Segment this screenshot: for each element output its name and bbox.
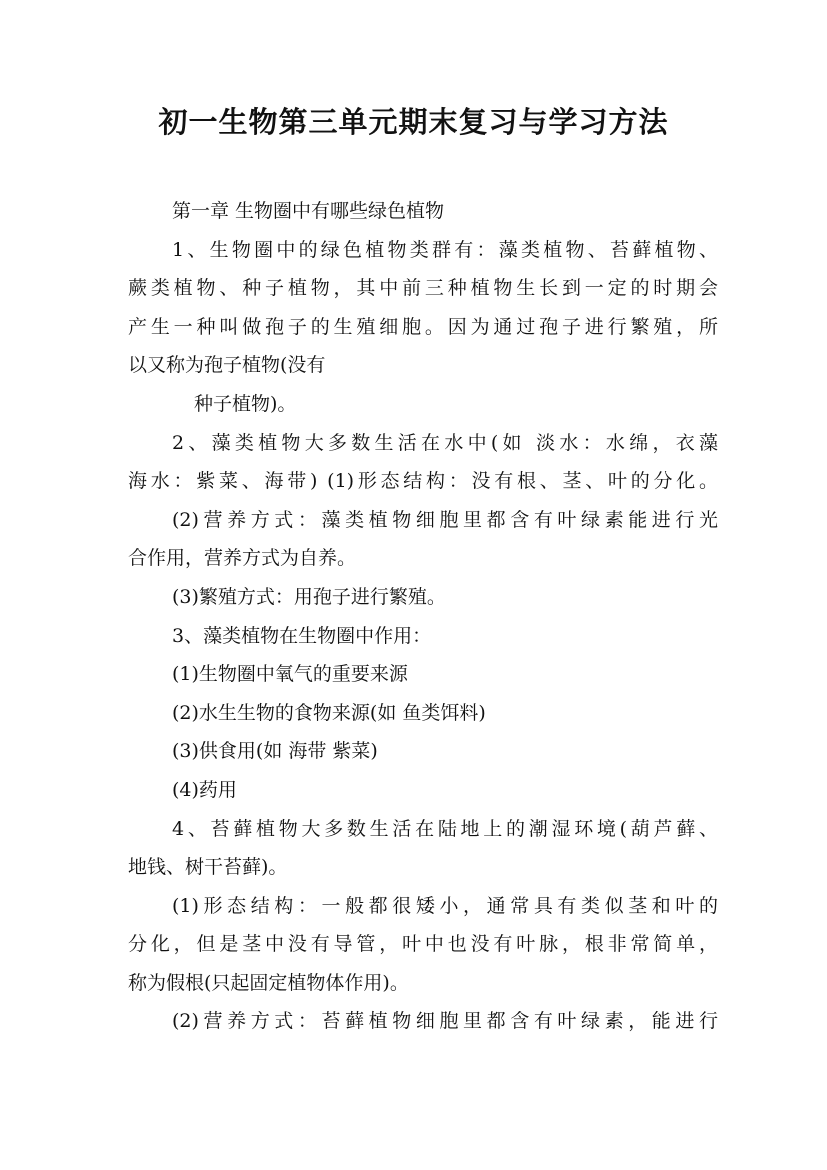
document-title: 初一生物第三单元期末复习与学习方法 <box>158 105 669 139</box>
text-line: 分化，但是茎中没有导管，叶中也没有叶脉，根非常简单， <box>128 933 718 956</box>
text-line: 地钱、树干苔藓)。 <box>128 856 288 879</box>
text-line: 种子植物)。 <box>194 392 297 415</box>
text-line: 以又称为孢子植物(没有 <box>128 354 326 377</box>
text-line: (2)营养方式：藻类植物细胞里都含有叶绿素能进行光 <box>172 508 718 531</box>
text-line: (2)水生生物的食物来源(如 鱼类饵料) <box>172 701 486 724</box>
text-line: 海水：紫菜、海带) (1)形态结构：没有根、茎、叶的分化。 <box>128 470 718 493</box>
text-line: (1)形态结构：一般都很矮小，通常具有类似茎和叶的 <box>172 894 718 917</box>
text-line: (1)生物圈中氧气的重要来源 <box>172 663 408 686</box>
text-line: (3)繁殖方式：用孢子进行繁殖。 <box>172 585 446 608</box>
text-line: (2)营养方式：苔藓植物细胞里都含有叶绿素，能进行 <box>172 1010 718 1033</box>
text-line: (3)供食用(如 海带 紫菜) <box>172 740 378 763</box>
text-line: 4、苔藓植物大多数生活在陆地上的潮湿环境(葫芦藓、 <box>172 817 718 840</box>
text-line: 合作用，营养方式为自养。 <box>128 547 357 570</box>
text-line: 蕨类植物、种子植物，其中前三种植物生长到一定的时期会 <box>128 277 718 300</box>
text-line: 3、藻类植物在生物圈中作用： <box>172 624 432 647</box>
text-line: 1、生物圈中的绿色植物类群有：藻类植物、苔藓植物、 <box>172 238 718 261</box>
text-line: 2、藻类植物大多数生活在水中(如 淡水：水绵，衣藻 <box>172 431 718 454</box>
text-line: 产生一种叫做孢子的生殖细胞。因为通过孢子进行繁殖，所 <box>128 315 718 338</box>
text-line: (4)药用 <box>172 778 237 801</box>
text-line: 称为假根(只起固定植物体作用)。 <box>128 971 409 994</box>
document-body <box>128 192 718 1041</box>
text-line: 第一章 生物圈中有哪些绿色植物 <box>172 200 445 222</box>
